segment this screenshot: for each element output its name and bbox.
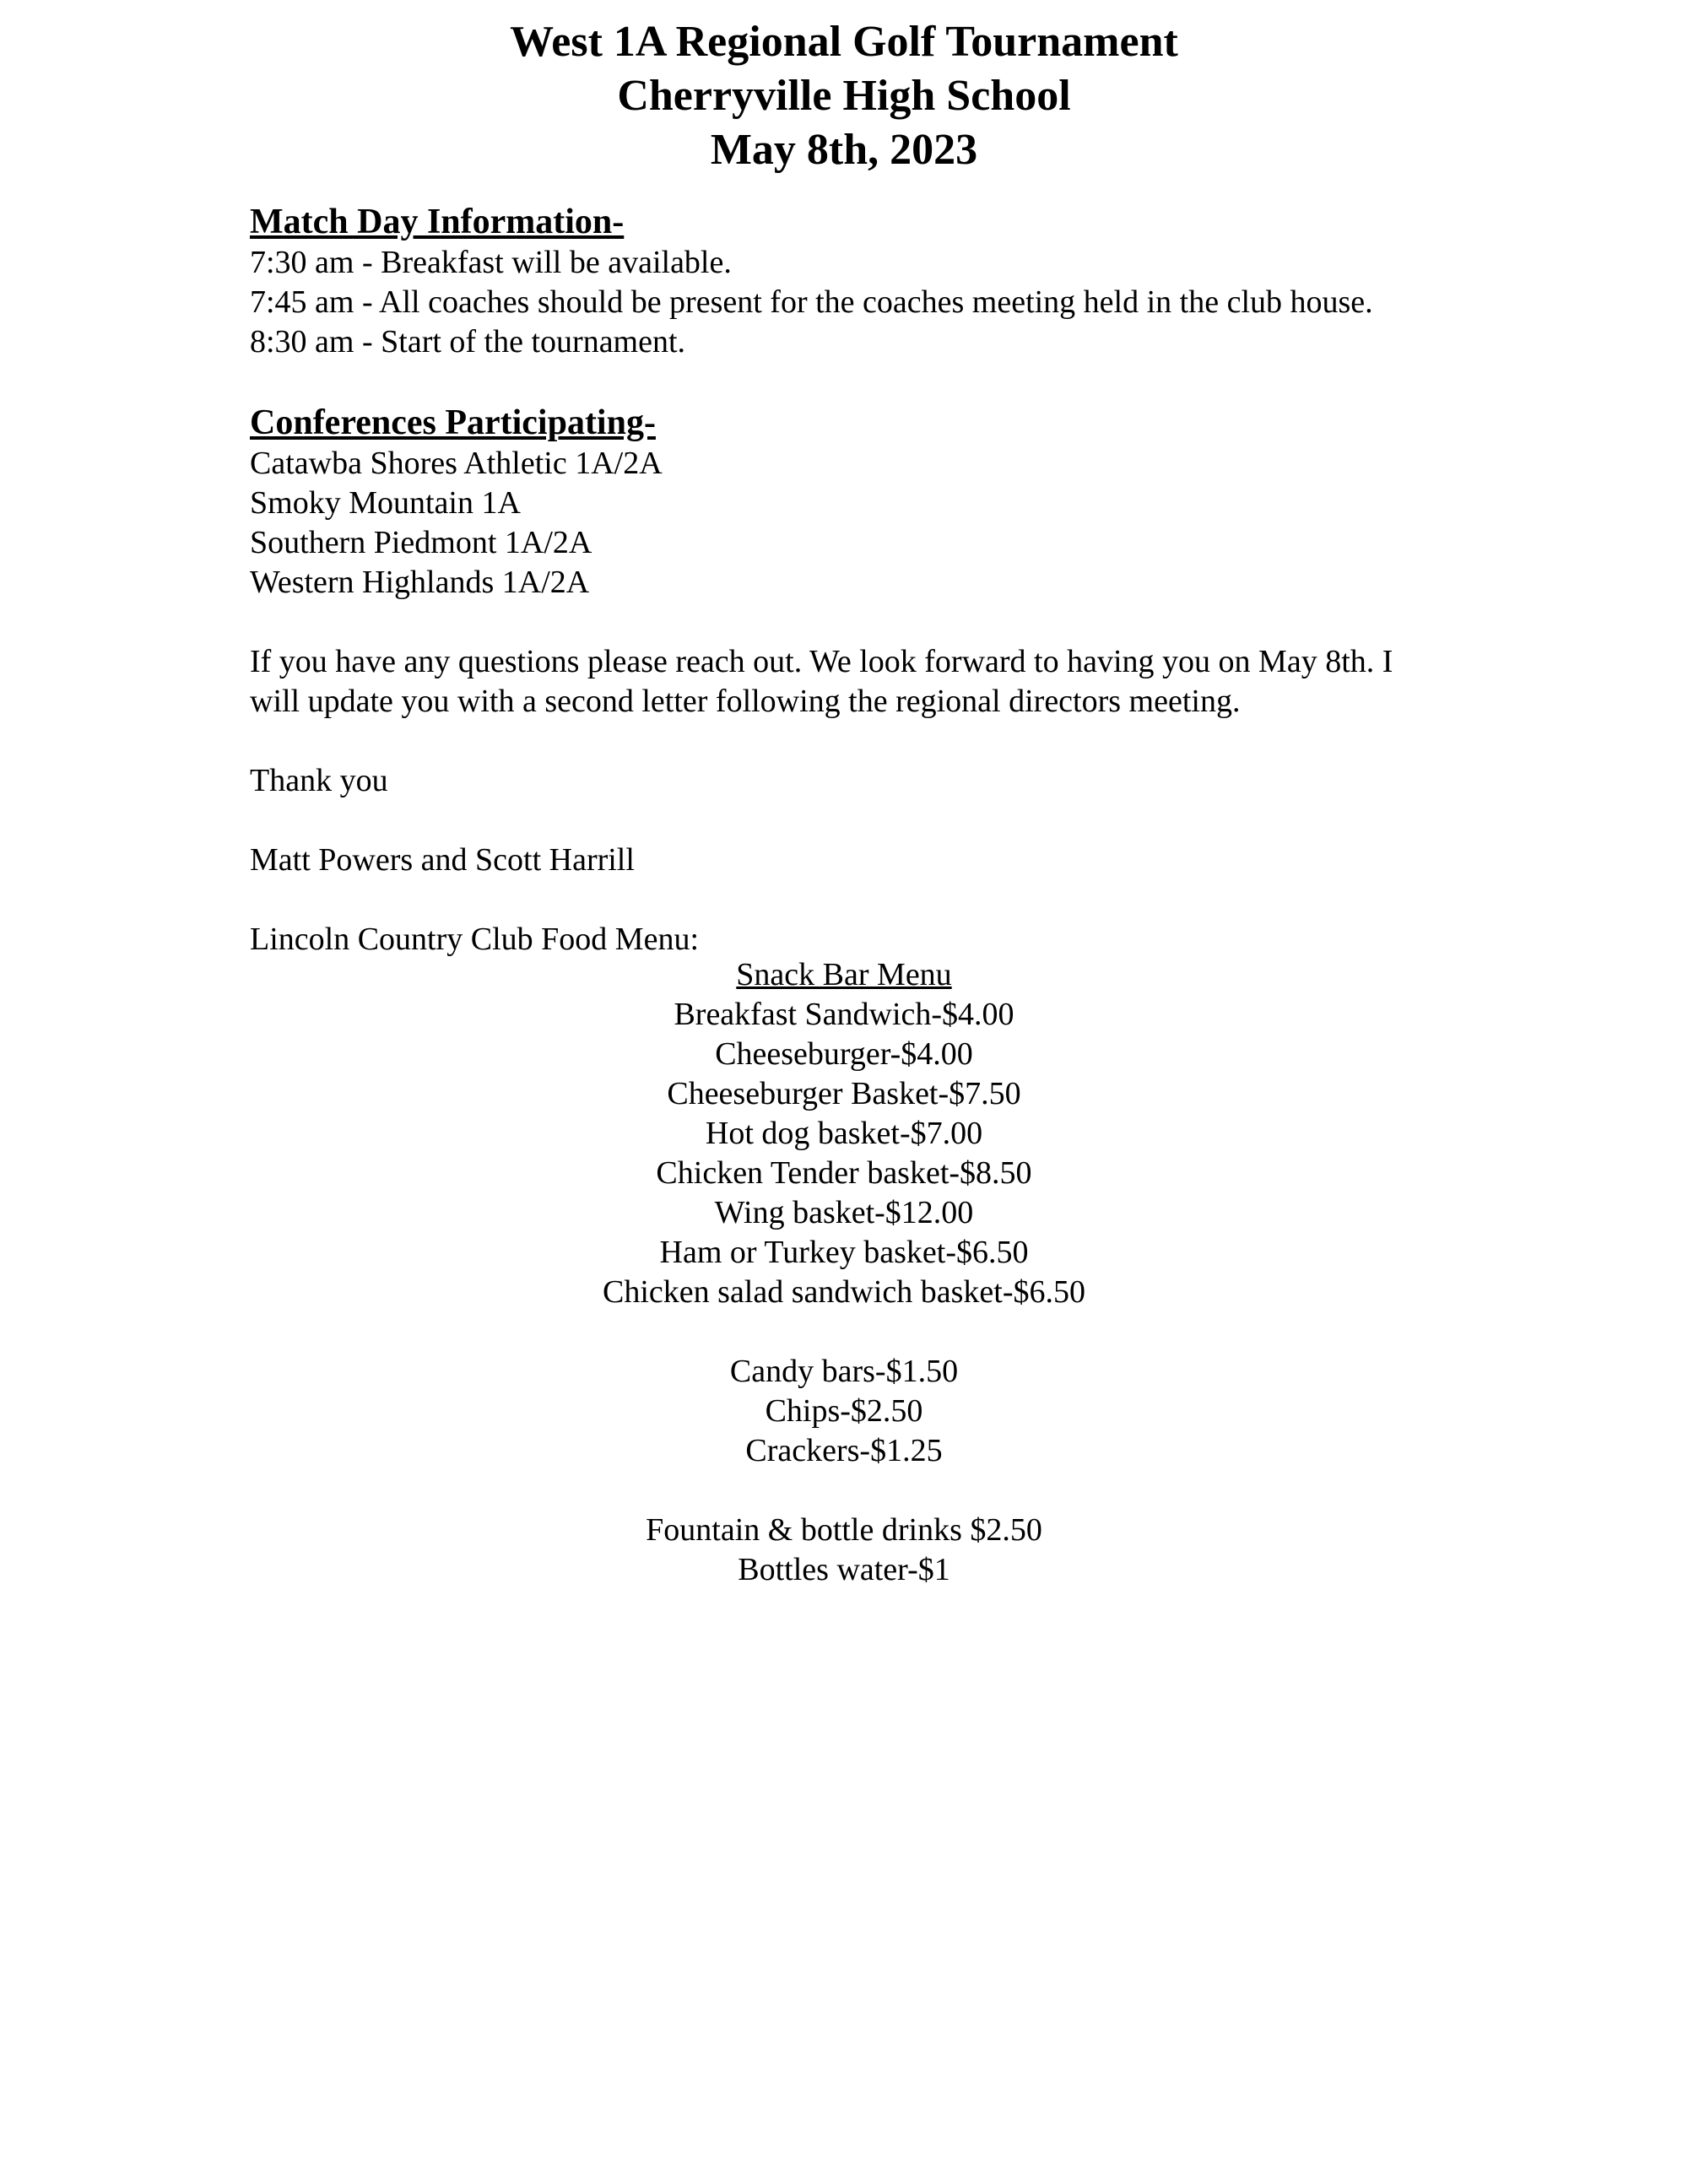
match-day-item: 7:45 am - All coaches should be present for the coaches meeting held in the club house. <box>250 284 1373 320</box>
match-day-item: 7:30 am - Breakfast will be available. <box>250 245 732 280</box>
spacer <box>250 801 1448 841</box>
document-header <box>0 15 1688 177</box>
conference-item: Catawba Shores Athletic 1A/2A <box>250 446 663 481</box>
menu-item: Cheeseburger Basket-$7.50 <box>667 1076 1021 1111</box>
conference-item: Western Highlands 1A/2A <box>250 565 590 600</box>
message-line: If you have any questions please reach out. We look forward to having you on May 8th. I <box>250 644 1393 679</box>
menu-item: Chicken salad sandwich basket-$6.50 <box>603 1274 1085 1310</box>
menu-item: Cheeseburger-$4.00 <box>715 1036 973 1072</box>
spacer <box>0 1471 1688 1511</box>
tournament-date: May 8th, 2023 <box>710 126 978 174</box>
conference-item: Smoky Mountain 1A <box>250 485 521 521</box>
menu-item: Wing basket-$12.00 <box>714 1195 974 1230</box>
spacer <box>250 880 1448 920</box>
menu-item: Bottles water-$1 <box>738 1552 950 1587</box>
menu-item: Chips-$2.50 <box>765 1393 923 1429</box>
menu-item: Fountain & bottle drinks $2.50 <box>646 1512 1042 1548</box>
menu-item: Ham or Turkey basket-$6.50 <box>659 1235 1029 1270</box>
spacer <box>250 362 1448 402</box>
menu-item: Breakfast Sandwich-$4.00 <box>674 997 1014 1032</box>
snack-bar-menu <box>0 955 1688 1590</box>
host-school: Cherryville High School <box>617 72 1071 120</box>
message-line: will update you with a second letter following the regional directors meeting. <box>250 684 1241 719</box>
menu-intro: Lincoln Country Club Food Menu: <box>250 922 699 957</box>
menu-title: Snack Bar Menu <box>736 957 952 992</box>
tournament-title: West 1A Regional Golf Tournament <box>510 18 1178 66</box>
menu-item: Crackers-$1.25 <box>745 1433 943 1468</box>
signature: Matt Powers and Scott Harrill <box>250 842 635 878</box>
match-day-item: 8:30 am - Start of the tournament. <box>250 324 686 359</box>
conference-item: Southern Piedmont 1A/2A <box>250 525 592 560</box>
menu-item: Hot dog basket-$7.00 <box>705 1116 983 1151</box>
conferences-heading: Conferences Participating- <box>250 403 656 442</box>
closing-thanks: Thank you <box>250 763 388 798</box>
menu-item: Chicken Tender basket-$8.50 <box>656 1155 1032 1191</box>
spacer <box>0 1312 1688 1352</box>
match-day-heading: Match Day Information- <box>250 203 625 241</box>
spacer <box>250 603 1448 642</box>
menu-item: Candy bars-$1.50 <box>729 1354 959 1389</box>
spacer <box>250 722 1448 761</box>
document-body <box>250 201 1448 960</box>
